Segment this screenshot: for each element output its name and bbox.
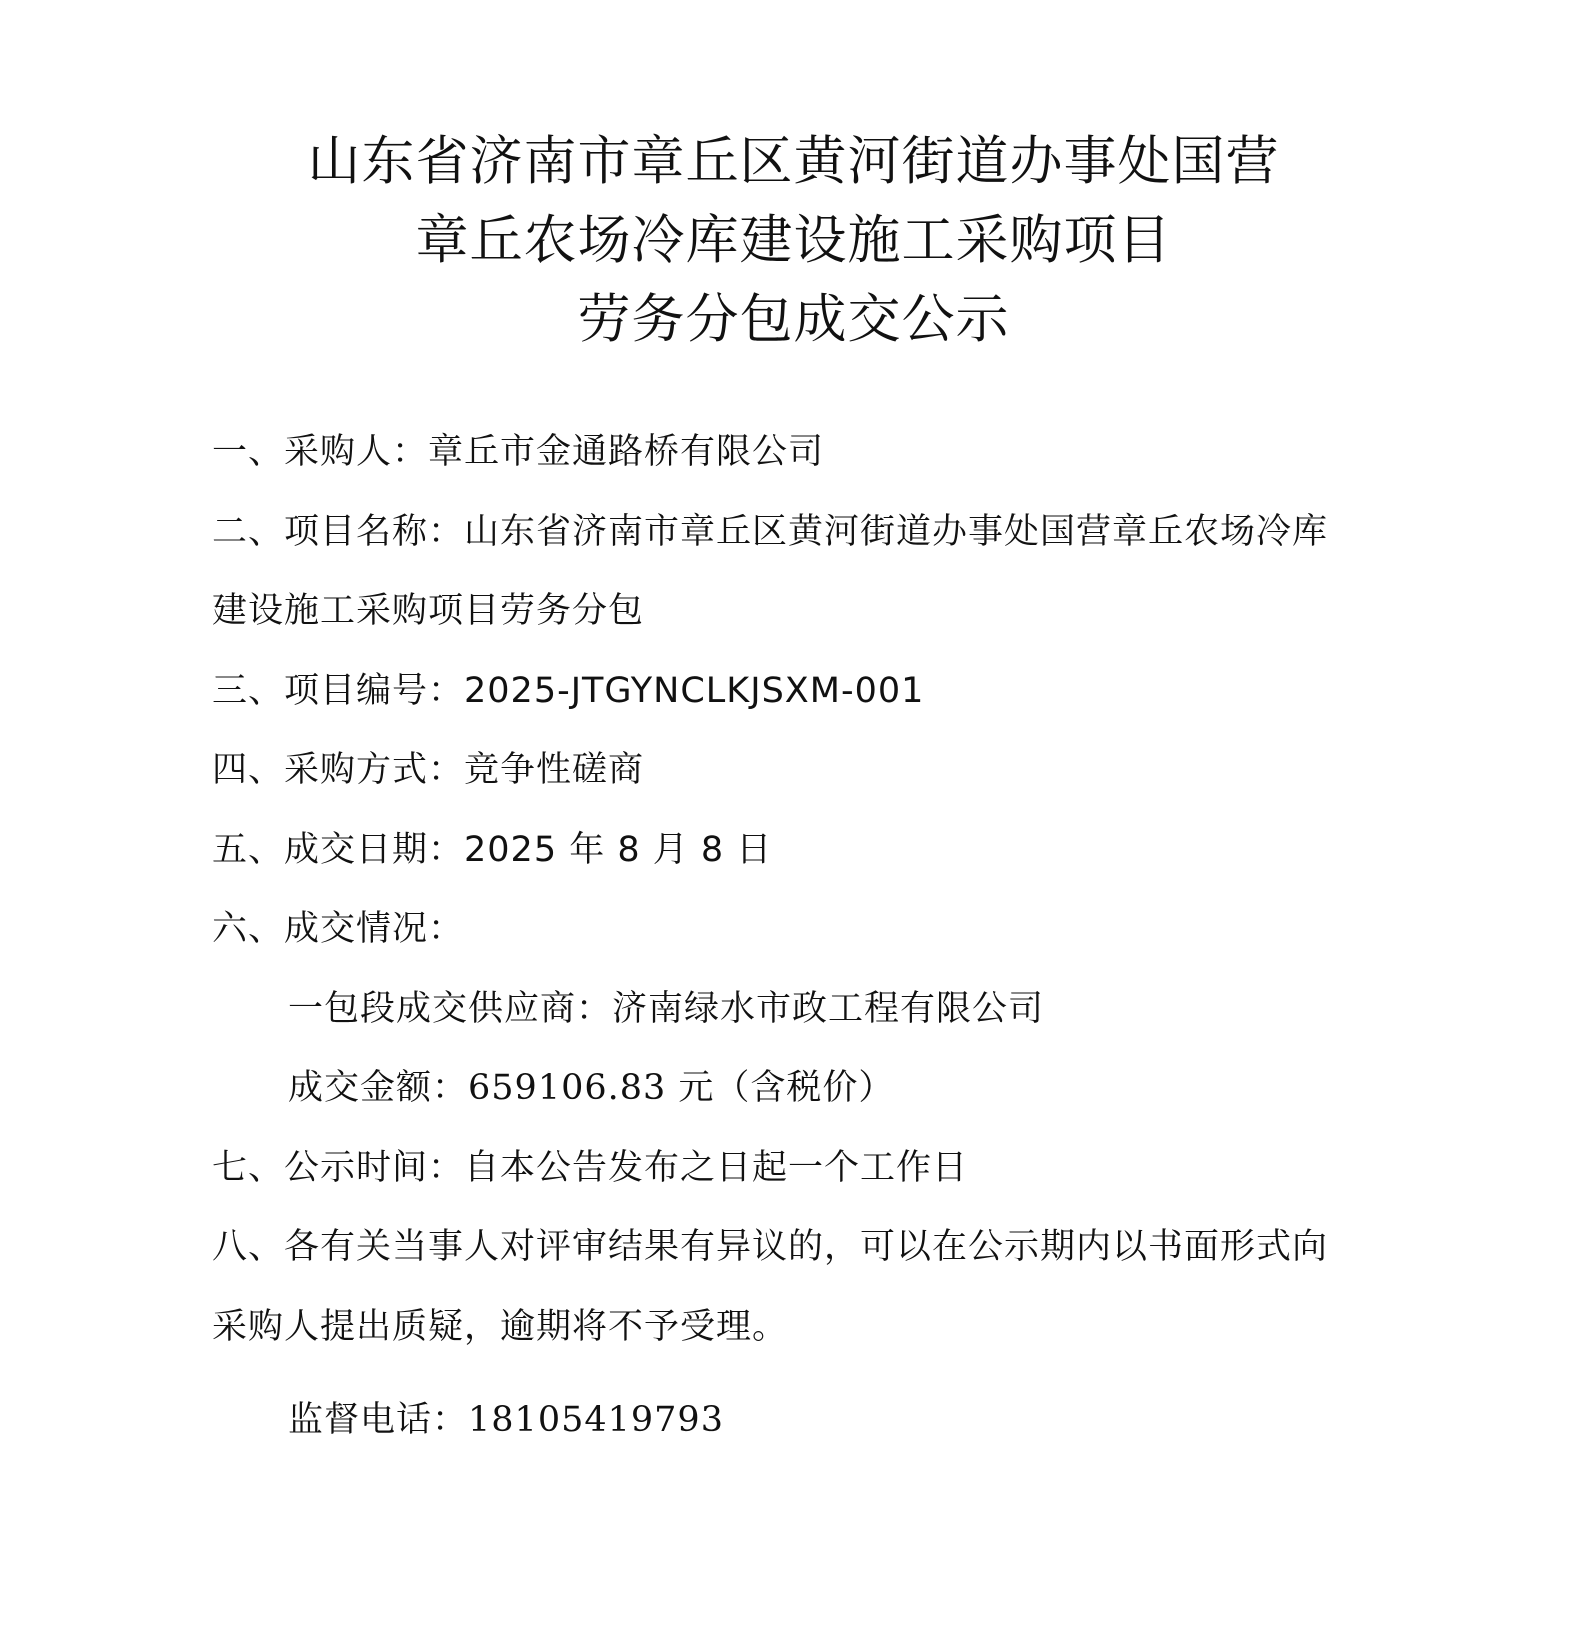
buyer-line [212, 430, 824, 474]
buyer-label: 一、采购人： [212, 432, 429, 472]
method-value: 竞争性磋商 [464, 750, 645, 790]
project-name-line [212, 510, 1328, 554]
deal-date-value: 2025 年 8 月 8 日 [464, 830, 773, 870]
supplier-value: 济南绿水市政工程有限公司 [612, 989, 1045, 1029]
supplier-line [288, 987, 1044, 1031]
publicity-period-value: 自本公告发布之日起一个工作日 [464, 1148, 969, 1188]
amount-label: 成交金额： [288, 1068, 469, 1108]
project-name-label: 二、项目名称： [212, 512, 465, 552]
deal-date-line [212, 828, 772, 872]
supplier-label: 一包段成交供应商： [288, 989, 613, 1029]
supervision-label: 监督电话： [288, 1400, 469, 1440]
objection-line-1: 八、各有关当事人对评审结果有异议的，可以在公示期内以书面形式向 [212, 1227, 1329, 1267]
deal-info-line [212, 907, 464, 951]
method-line [212, 748, 644, 792]
publicity-period-line [212, 1146, 968, 1190]
amount-value: 659106.83 元（含税价） [468, 1068, 895, 1108]
method-label: 四、采购方式： [212, 750, 465, 790]
publicity-period-label: 七、公示时间： [212, 1148, 465, 1188]
project-name-value-2: 建设施工采购项目劳务分包 [212, 591, 645, 631]
title-line-1: 山东省济南市章丘区黄河街道办事处国营 [307, 131, 1280, 192]
project-number-line [212, 669, 924, 713]
project-name-value-1: 山东省济南市章丘区黄河街道办事处国营章丘农场冷库 [464, 512, 1329, 552]
amount-line [288, 1066, 894, 1110]
project-number-value: 2025-JTGYNCLKJSXM-001 [464, 671, 925, 711]
deal-info-label: 六、成交情况： [212, 909, 465, 949]
project-number-label: 三、项目编号： [212, 671, 465, 711]
supervision-line [288, 1398, 724, 1442]
buyer-value: 章丘市金通路桥有限公司 [428, 432, 825, 472]
project-name-line-2 [212, 589, 644, 633]
title-line-3: 劳务分包成交公示 [577, 289, 1010, 350]
supervision-phone: 18105419793 [468, 1400, 724, 1440]
title-line-2: 章丘农场冷库建设施工采购项目 [415, 210, 1172, 271]
deal-date-label: 五、成交日期： [212, 830, 465, 870]
objection-line-2: 采购人提出质疑，逾期将不予受理。 [212, 1307, 789, 1347]
